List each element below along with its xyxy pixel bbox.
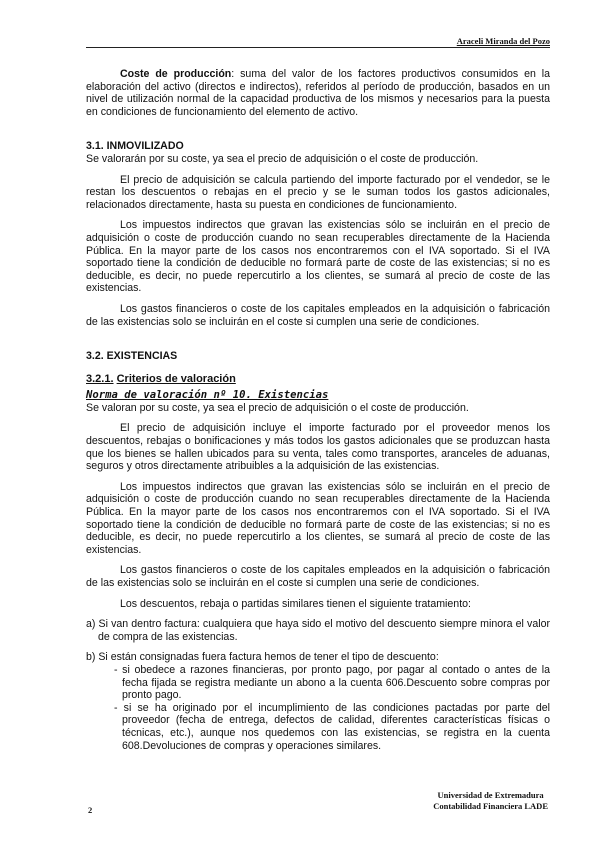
page-header [86,36,550,48]
paragraph: Los impuestos indirectos que gravan las existencias sólo se incluirán en el precio de adquisición o coste de producción cuando no sean recuperables directamente de la Hacienda Pública. En la mayor parte de los casos nos encontraremos con el IVA soportado. Si el IVA soportado tiene la condición de deducible no formará parte de coste de las existencias; si no es deducible, es decir, no puede repercutirlo a los clientes, se sumará al precio de coste de las existencias. [86,480,550,556]
section-title-inmovilizado: 3.1. INMOVILIZADO [86,140,184,153]
paragraph: Se valorarán por su coste, ya sea el precio de adquisición o el coste de producción. [86,152,479,165]
author-name: Araceli Miranda del Pozo [456,36,550,46]
section-title-existencias: 3.2. EXISTENCIAS [86,350,178,363]
page-content [86,68,550,752]
paragraph: Los impuestos indirectos que gravan las existencias sólo se incluirán en el precio de adquisición o coste de producción cuando no sean recuperables directamente de la Hacienda Pública. En la mayor parte de los casos nos encontraremos con el IVA soportado. Si el IVA soportado tiene la condición de deducible no formará parte de coste de las existencias; si no es deducible, es decir, no puede repercutirlo a los clientes, se sumará al precio de coste de las existencias. [86,219,550,295]
subsection-title: 3.2.1. Criterios de valoración [86,372,236,385]
paragraph: Se valoran por su coste, ya sea el precio de adquisición o el coste de producción. [86,401,469,414]
paragraph: El precio de adquisición incluye el importe facturado por el proveedor menos los descuentos, rebajas o bonificaciones y más todos los gastos adicionales que se produzcan hasta que los bienes se hallen ubicados para su venta, tales como transportes, aranceles de aduanas, seguros y otros directamente atribuibles a la adquisición de las existencias. [86,422,550,473]
norma-heading: Norma de valoración nº 10. Existencias [86,389,329,402]
list-subitem: - si se ha originado por el incumplimiento de las condiciones pactadas por parte del proveedor (fecha de entrega, defectos de calidad, diferentes características físicas o técnicas, etc.), aunque nos quedemos con las existencias, se registra en la cuenta 608.Devoluciones de compras y operaciones similares. [114,701,550,752]
intro-term: Coste de producción [120,68,232,80]
page-number: 2 [88,805,93,815]
paragraph: Los descuentos, rebaja o partidas similares tienen el siguiente tratamiento: [120,597,471,610]
intro-paragraph: Coste de producción: suma del valor de los factores productivos consumidos en la elaboración del activo (directos e indirectos), referidos al período de producción, basados en un nivel de utilización normal de la capacidad productiva de los mismos y necesarios para la puesta en condiciones de funcionamiento del elemento de activo. [86,68,550,118]
paragraph: Los gastos financieros o coste de los capitales empleados en la adquisición o fabricación de las existencias solo se incluirán en el coste si cumplen una serie de condiciones. [86,564,550,589]
list-item-b: b) Si están consignadas fuera factura hemos de tener el tipo de descuento: [86,651,439,664]
list-item-a: a) Si van dentro factura: cualquiera que haya sido el motivo del descuento siempre minora el valor de compra de las existencias. [86,618,550,643]
paragraph: Los gastos financieros o coste de los capitales empleados en la adquisición o fabricación de las existencias solo se incluirán en el coste si cumplen una serie de condiciones. [86,302,550,328]
list-subitem: - si obedece a razones financieras, por pronto pago, por pagar al contado o antes de la fecha fijada se registra mediante un abono a la cuenta 606.Descuento sobre compras por pronto pago. [114,663,550,702]
page-footer: Universidad de Extremadura Contabilidad Financiera LADE [433,790,548,811]
paragraph: El precio de adquisición se calcula partiendo del importe facturado por el vendedor, se le restan los descuentos o rebajas en el precio y se le suman todos los gastos adicionales, relacionados directamente, hasta su puesta en condiciones de funcionamiento. [86,173,550,211]
